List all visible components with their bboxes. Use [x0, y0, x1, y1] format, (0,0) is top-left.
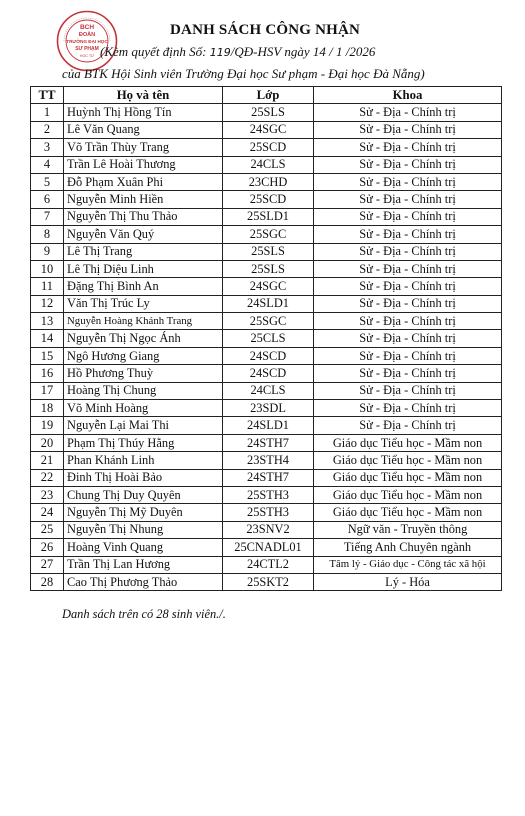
- student-name: Đinh Thị Hoài Bảo: [64, 469, 223, 486]
- row-number: 22: [31, 469, 64, 486]
- table-row: [31, 226, 502, 243]
- department: Sử - Địa - Chính trị: [314, 347, 502, 364]
- footer-note: Danh sách trên có 28 sinh viên./.: [62, 607, 226, 621]
- decision-reference: [100, 44, 375, 60]
- student-name: Hồ Phương Thuỳ: [64, 365, 223, 382]
- department: Sử - Địa - Chính trị: [314, 208, 502, 225]
- row-number: 12: [31, 295, 64, 312]
- class-code: 25SLD1: [223, 208, 314, 225]
- row-number: 10: [31, 260, 64, 277]
- department: Sử - Địa - Chính trị: [314, 226, 502, 243]
- department: Sử - Địa - Chính trị: [314, 417, 502, 434]
- table-row: [31, 278, 502, 295]
- svg-text:TRƯỜNG ĐẠI HỌC: TRƯỜNG ĐẠI HỌC: [66, 39, 108, 44]
- department: Sử - Địa - Chính trị: [314, 173, 502, 190]
- student-name: Phạm Thị Thúy Hằng: [64, 434, 223, 451]
- class-code: 24CTL2: [223, 556, 314, 573]
- department: Ngữ văn - Truyền thông: [314, 521, 502, 538]
- student-name: Cao Thị Phương Thảo: [64, 573, 223, 590]
- department: Sử - Địa - Chính trị: [314, 365, 502, 382]
- department: Sử - Địa - Chính trị: [314, 278, 502, 295]
- class-code: 25STH3: [223, 486, 314, 503]
- row-number: 8: [31, 226, 64, 243]
- row-number: 16: [31, 365, 64, 382]
- row-number: 28: [31, 573, 64, 590]
- column-header-class: Lớp: [223, 87, 314, 104]
- svg-text:SƯ PHẠM: SƯ PHẠM: [75, 46, 99, 52]
- class-code: 24SLD1: [223, 295, 314, 312]
- table-row: [31, 504, 502, 521]
- class-code: 25CNADL01: [223, 539, 314, 556]
- class-code: 25SCD: [223, 139, 314, 156]
- row-number: 2: [31, 121, 64, 138]
- row-number: 13: [31, 313, 64, 330]
- department: Sử - Địa - Chính trị: [314, 139, 502, 156]
- student-name: Ngô Hương Giang: [64, 347, 223, 364]
- department: Giáo dục Tiểu học - Mầm non: [314, 504, 502, 521]
- table-row: [31, 208, 502, 225]
- row-number: 24: [31, 504, 64, 521]
- table-row: [31, 382, 502, 399]
- department: Giáo dục Tiểu học - Mầm non: [314, 452, 502, 469]
- table-row: [31, 434, 502, 451]
- date-separator: /: [325, 44, 336, 59]
- row-number: 27: [31, 556, 64, 573]
- table-row: [31, 139, 502, 156]
- recognition-table: [30, 86, 502, 591]
- class-code: 24CLS: [223, 382, 314, 399]
- table-row: [31, 452, 502, 469]
- student-name: Lê Thị Trang: [64, 243, 223, 260]
- row-number: 25: [31, 521, 64, 538]
- table-row: [31, 243, 502, 260]
- column-header-department: Khoa: [314, 87, 502, 104]
- row-number: 14: [31, 330, 64, 347]
- department: Sử - Địa - Chính trị: [314, 400, 502, 417]
- department: Sử - Địa - Chính trị: [314, 191, 502, 208]
- class-code: 23SDL: [223, 400, 314, 417]
- student-name: Đặng Thị Bình An: [64, 278, 223, 295]
- student-name: Chung Thị Duy Quyên: [64, 486, 223, 503]
- table-row: [31, 313, 502, 330]
- class-code: 25SKT2: [223, 573, 314, 590]
- department: Sử - Địa - Chính trị: [314, 382, 502, 399]
- department: Sử - Địa - Chính trị: [314, 295, 502, 312]
- department: Giáo dục Tiểu học - Mầm non: [314, 434, 502, 451]
- student-name: Lê Thị Diệu Linh: [64, 260, 223, 277]
- class-code: 24SCD: [223, 347, 314, 364]
- department: Tiếng Anh Chuyên ngành: [314, 539, 502, 556]
- department: Tâm lý - Giáo dục - Công tác xã hội: [314, 556, 502, 573]
- row-number: 6: [31, 191, 64, 208]
- table-row: [31, 191, 502, 208]
- student-name: Võ Trần Thùy Trang: [64, 139, 223, 156]
- class-code: 23STH4: [223, 452, 314, 469]
- subtitle-mid: /QĐ-HSV ngày: [230, 44, 313, 59]
- row-number: 23: [31, 486, 64, 503]
- row-number: 21: [31, 452, 64, 469]
- department: Sử - Địa - Chính trị: [314, 104, 502, 121]
- class-code: 24SGC: [223, 121, 314, 138]
- table-row: [31, 573, 502, 590]
- table-row: [31, 347, 502, 364]
- student-name: Trần Thị Lan Hương: [64, 556, 223, 573]
- row-number: 1: [31, 104, 64, 121]
- student-name: Văn Thị Trúc Ly: [64, 295, 223, 312]
- table-body: [31, 104, 502, 591]
- table-row: [31, 539, 502, 556]
- student-name: Nguyễn Minh Hiền: [64, 191, 223, 208]
- table-row: [31, 417, 502, 434]
- decision-day: 14: [312, 44, 326, 59]
- class-code: 24STH7: [223, 434, 314, 451]
- table-row: [31, 156, 502, 173]
- student-name: Nguyễn Thị Nhung: [64, 521, 223, 538]
- student-name: Đỗ Phạm Xuân Phi: [64, 173, 223, 190]
- department: Sử - Địa - Chính trị: [314, 330, 502, 347]
- department: Giáo dục Tiểu học - Mầm non: [314, 486, 502, 503]
- red-seal-stamp: [56, 10, 118, 72]
- department: Sử - Địa - Chính trị: [314, 313, 502, 330]
- class-code: 25SCD: [223, 191, 314, 208]
- decision-month: 1: [335, 44, 343, 59]
- department: Sử - Địa - Chính trị: [314, 260, 502, 277]
- column-header-name: Họ và tên: [64, 87, 223, 104]
- student-name: Huỳnh Thị Hồng Tín: [64, 104, 223, 121]
- class-code: 25CLS: [223, 330, 314, 347]
- class-code: 24SCD: [223, 365, 314, 382]
- department: Sử - Địa - Chính trị: [314, 156, 502, 173]
- table-row: [31, 330, 502, 347]
- department: Sử - Địa - Chính trị: [314, 243, 502, 260]
- student-name: Trần Lê Hoài Thương: [64, 156, 223, 173]
- table-row: [31, 469, 502, 486]
- student-name: Nguyễn Hoàng Khánh Trang: [64, 313, 223, 330]
- column-header-tt: TT: [31, 87, 64, 104]
- class-code: 25SLS: [223, 243, 314, 260]
- table-row: [31, 121, 502, 138]
- class-code: 24SGC: [223, 278, 314, 295]
- subtitle-prefix: (Kèm quyết định Số:: [100, 44, 210, 59]
- student-name: Hoàng Thị Chung: [64, 382, 223, 399]
- decision-number: 119: [209, 46, 231, 59]
- class-code: 23SNV2: [223, 521, 314, 538]
- row-number: 17: [31, 382, 64, 399]
- row-number: 7: [31, 208, 64, 225]
- table-header-row: [31, 87, 502, 104]
- table-row: [31, 365, 502, 382]
- student-name: Nguyễn Lại Mai Thi: [64, 417, 223, 434]
- department: Lý - Hóa: [314, 573, 502, 590]
- class-code: 24CLS: [223, 156, 314, 173]
- table-row: [31, 486, 502, 503]
- student-name: Hoàng Vinh Quang: [64, 539, 223, 556]
- department: Sử - Địa - Chính trị: [314, 121, 502, 138]
- decision-year: /2026: [345, 44, 376, 59]
- student-name: Lê Văn Quang: [64, 121, 223, 138]
- department: Giáo dục Tiểu học - Mầm non: [314, 469, 502, 486]
- svg-text:HỌC TỪ: HỌC TỪ: [79, 54, 95, 58]
- table-row: [31, 260, 502, 277]
- row-number: 4: [31, 156, 64, 173]
- row-number: 9: [31, 243, 64, 260]
- row-number: 19: [31, 417, 64, 434]
- student-name: Nguyễn Thị Ngọc Ánh: [64, 330, 223, 347]
- table-row: [31, 400, 502, 417]
- class-code: 25SLS: [223, 104, 314, 121]
- student-name: Phan Khánh Linh: [64, 452, 223, 469]
- document-title: DANH SÁCH CÔNG NHẬN: [170, 22, 361, 38]
- row-number: 3: [31, 139, 64, 156]
- row-number: 26: [31, 539, 64, 556]
- row-number: 5: [31, 173, 64, 190]
- class-code: 23CHD: [223, 173, 314, 190]
- class-code: 24SLD1: [223, 417, 314, 434]
- student-name: Nguyễn Thị Mỹ Duyên: [64, 504, 223, 521]
- table-row: [31, 295, 502, 312]
- table-row: [31, 173, 502, 190]
- row-number: 18: [31, 400, 64, 417]
- row-number: 20: [31, 434, 64, 451]
- class-code: 25SGC: [223, 226, 314, 243]
- table-row: [31, 556, 502, 573]
- student-name: Nguyễn Thị Thu Thảo: [64, 208, 223, 225]
- row-number: 15: [31, 347, 64, 364]
- table-row: [31, 521, 502, 538]
- svg-text:ĐOÀN: ĐOÀN: [78, 32, 96, 38]
- class-code: 25SGC: [223, 313, 314, 330]
- class-code: 24STH7: [223, 469, 314, 486]
- svg-text:BCH: BCH: [79, 24, 95, 31]
- issuer-line: của BTK Hội Sinh viên Trường Đại học Sư phạm - Đại học Đà Nẵng): [62, 66, 425, 81]
- class-code: 25SLS: [223, 260, 314, 277]
- table-row: [31, 104, 502, 121]
- row-number: 11: [31, 278, 64, 295]
- student-name: Võ Minh Hoàng: [64, 400, 223, 417]
- class-code: 25STH3: [223, 504, 314, 521]
- student-name: Nguyễn Văn Quý: [64, 226, 223, 243]
